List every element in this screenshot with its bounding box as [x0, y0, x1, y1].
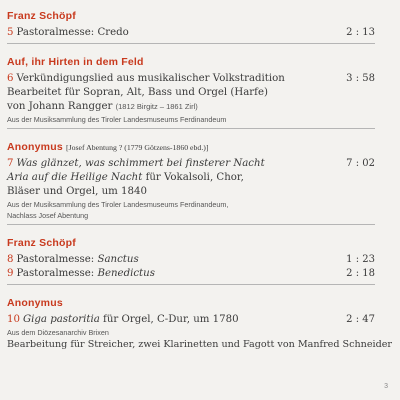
divider — [7, 224, 375, 225]
arranger-line — [7, 100, 375, 114]
track-duration: 1 : 23 — [346, 254, 375, 265]
track-number: 9 — [7, 268, 14, 279]
composer-heading: Anonymus — [7, 141, 63, 153]
arranger-name: von Johann Rangger — [7, 101, 113, 112]
track-number: 6 — [7, 73, 14, 84]
track-title-group — [7, 72, 285, 86]
composer-heading: Anonymus — [7, 297, 63, 309]
track-duration: 3 : 58 — [346, 73, 375, 84]
section-anonymus-giga — [7, 297, 393, 352]
source-note-2: Nachlass Josef Abentung — [7, 211, 89, 220]
section-anonymus-aria — [7, 141, 375, 225]
track-title-group — [7, 253, 139, 267]
track-duration: 7 : 02 — [346, 158, 375, 169]
composer-heading-group — [7, 141, 375, 153]
track-row — [7, 313, 375, 327]
track-title-movement: Benedictus — [97, 268, 155, 279]
track-title: Was glänzet, was schimmert bei finsterer Nacht — [16, 158, 265, 169]
scoring-line: Bläser und Orgel, um 1840 — [7, 186, 147, 197]
composer-heading: Franz Schöpf — [7, 237, 76, 249]
track-title: Giga pastoritia — [22, 314, 100, 325]
track-row — [7, 26, 375, 40]
divider — [7, 128, 375, 129]
track-number: 10 — [7, 314, 20, 325]
track-row — [7, 72, 375, 86]
arrangement-line: Bearbeitet für Sopran, Alt, Bass und Orgel (Harfe) — [7, 87, 268, 98]
section-schopf-sanctus — [7, 237, 375, 285]
track-title: Pastoralmesse: Credo — [16, 27, 129, 38]
track-duration: 2 : 13 — [346, 27, 375, 38]
track-title-group — [7, 26, 129, 40]
track-row — [7, 157, 375, 171]
section-schopf-credo — [7, 10, 375, 44]
track-title: Verkündigungslied aus musikalischer Volkstradition — [16, 73, 285, 84]
section-auf-ihr-hirten — [7, 56, 375, 129]
track-title-suffix: für Orgel, C-Dur, um 1780 — [99, 314, 239, 325]
divider — [7, 43, 375, 44]
source-note: Aus der Musiksammlung des Tiroler Landesmuseums Ferdinandeum — [7, 115, 227, 124]
track-number: 5 — [7, 27, 14, 38]
track-number: 7 — [7, 158, 14, 169]
arranger-dates: (1812 Birgitz – 1861 Zirl) — [115, 102, 198, 111]
divider — [7, 284, 375, 285]
track-title-group — [7, 313, 239, 327]
composer-heading: Franz Schöpf — [7, 10, 76, 22]
track-title-prefix: Pastoralmesse: — [16, 268, 98, 279]
source-note: Aus der Musiksammlung des Tiroler Landesmuseums Ferdinandeum, — [7, 200, 229, 209]
arrangement-line: Bearbeitung für Streicher, zwei Klarinetten und Fagott von Manfred Schneider — [7, 339, 393, 350]
work-heading: Auf, ihr Hirten in dem Feld — [7, 56, 144, 68]
track-title-prefix: Pastoralmesse: — [16, 254, 98, 265]
tracklist-page — [7, 10, 393, 364]
track-duration: 2 : 18 — [346, 268, 375, 279]
track-row — [7, 267, 375, 281]
track-title-group — [7, 157, 265, 171]
track-title-group — [7, 267, 155, 281]
track-row — [7, 253, 375, 267]
track-title-movement: Sanctus — [97, 254, 139, 265]
scoring-text: für Vokalsoli, Chor, — [142, 172, 244, 183]
track-number: 8 — [7, 254, 14, 265]
work-subtitle: Aria auf die Heilige Nacht — [7, 172, 143, 183]
source-note: Aus dem Diözesanarchiv Brixen — [7, 328, 109, 337]
attribution-note: [Josef Abentung ? (1779 Götzens-1860 ebd.)] — [65, 143, 209, 152]
description-line — [7, 171, 375, 185]
page-number: 3 — [384, 383, 388, 390]
track-duration: 2 : 47 — [346, 314, 375, 325]
